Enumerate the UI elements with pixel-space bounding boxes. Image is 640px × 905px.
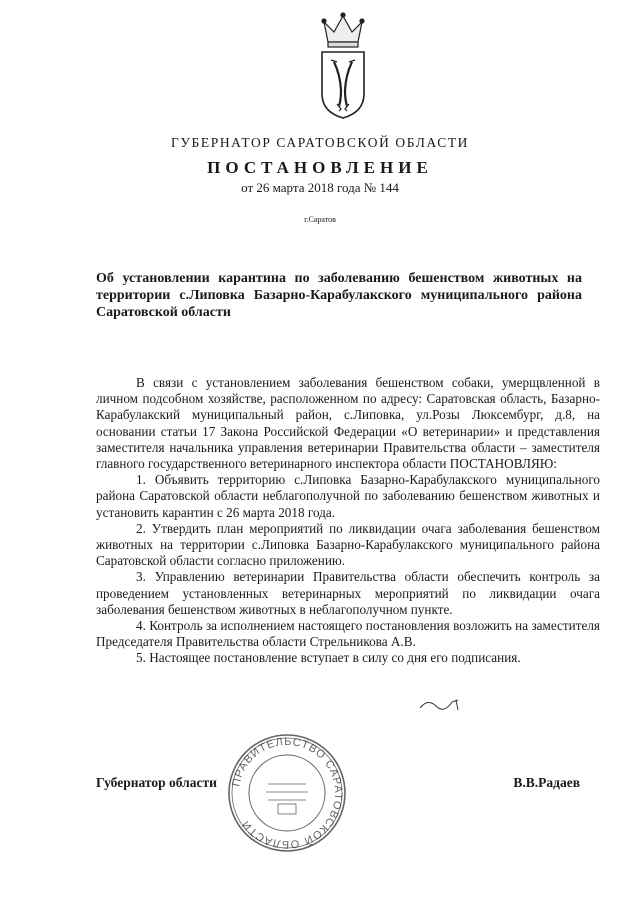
signatory-name: В.В.Радаев — [513, 775, 580, 790]
paragraph-item-2: 2. Утвердить план мероприятий по ликвидации очага заболевания бешенством животных на территории с.Липовка Базарно-Карабулакского муниципального района Саратовской области согласно приложению. — [96, 520, 600, 569]
paragraph-item-3: 3. Управлению ветеринарии Правительства области обеспечить контроль за проведением установленных ветеринарных мероприятий по ликвидации очага заболевания бешенством животных в неблагополучном пункте. — [96, 569, 600, 617]
handwritten-mark-icon — [418, 694, 466, 714]
document-title: Об установлении карантина по заболеванию бешенством животных на территории с.Липовка Базарно-Карабулакского муниципального района Саратовской области — [96, 271, 582, 320]
document-body — [96, 375, 600, 667]
seal-text: ПРАВИТЕЛЬСТВО САРАТОВСКОЙ ОБЛАСТИ — [230, 735, 345, 851]
coat-of-arms-icon — [314, 12, 372, 120]
document-date-number: от 26 марта 2018 года № 144 — [241, 180, 399, 195]
signatory-title: Губернатор области — [96, 775, 217, 790]
paragraph-item-1: 1. Объявить территорию с.Липовка Базарно-Карабулакского муниципального района Саратовской области неблагополучной по заболеванию бешенством животных и установить карантин с 26 марта 2018 года. — [96, 472, 600, 520]
paragraph-preamble: В связи с установлением заболевания бешенством собаки, умерщвленной в личном подсобном хозяйстве, расположенном по адресу: Саратовская область, Базарно-Карабулакский муниципальный район, с.Липовка, ул.Розы Люксембург, д.8, на основании статьи 17 Закона Российской Федерации «О ветеринарии» и представления заместителя начальника управления ветеринарии Правительства области – заместителя главного государственного ветеринарного инспектора области ПОСТАНОВЛЯЮ: — [96, 375, 600, 472]
official-seal-icon — [226, 732, 348, 854]
paragraph-item-4: 4. Контроль за исполнением настоящего постановления возложить на заместителя Председателя Правительства области Стрельникова А.В. — [96, 618, 600, 650]
paragraph-item-5: 5. Настоящее постановление вступает в силу со дня его подписания. — [136, 650, 521, 666]
document-type: ПОСТАНОВЛЕНИЕ — [207, 158, 433, 177]
issuing-authority: ГУБЕРНАТОР САРАТОВСКОЙ ОБЛАСТИ — [170, 135, 470, 150]
svg-text:ПРАВИТЕЛЬСТВО САРАТОВСКОЙ ОБЛА — [230, 736, 344, 850]
document-city: г.Саратов — [304, 215, 336, 224]
